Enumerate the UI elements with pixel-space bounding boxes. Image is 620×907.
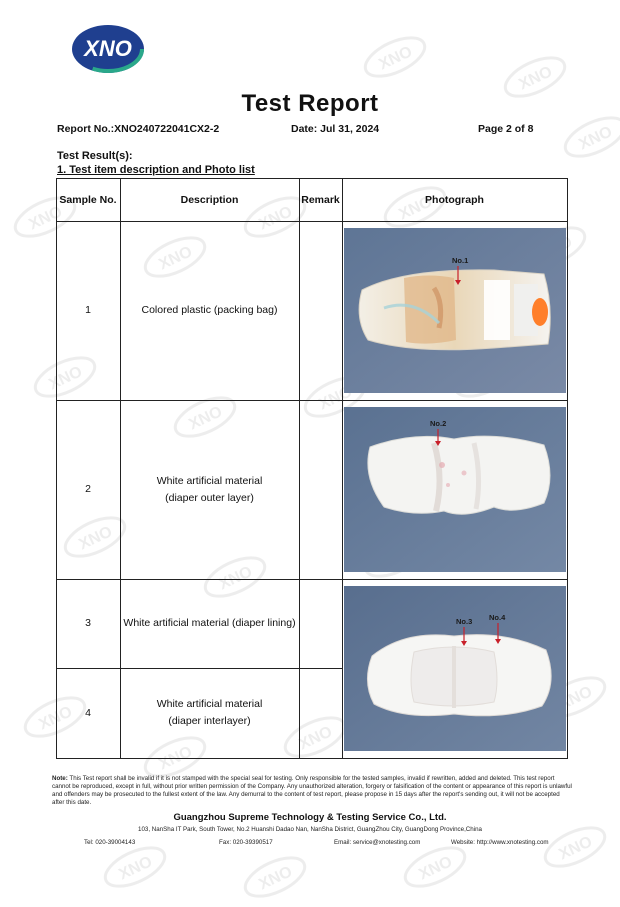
description-2 xyxy=(120,400,299,579)
photo-label-no4: No.4 xyxy=(489,613,506,622)
footer-note xyxy=(52,775,572,807)
sample-no-3: 3 xyxy=(85,617,91,629)
report-number: Report No.:XNO240722041CX2-2 xyxy=(57,123,220,135)
svg-text:XNO: XNO xyxy=(216,563,255,594)
contact-fax: Fax: 020-39390517 xyxy=(219,839,273,846)
svg-text:XNO: XNO xyxy=(256,863,295,894)
company-name: Guangzhou Supreme Technology & Testing Service Co., Ltd. xyxy=(173,812,447,823)
svg-text:XNO: XNO xyxy=(376,43,415,74)
header-remark: Remark xyxy=(301,193,340,206)
results-table xyxy=(56,178,568,759)
page-number: Page 2 of 8 xyxy=(478,123,534,135)
sample-no-2: 2 xyxy=(85,483,91,495)
svg-text:XNO: XNO xyxy=(36,703,75,734)
sample-no-1: 1 xyxy=(85,304,91,316)
svg-text:XNO: XNO xyxy=(156,243,195,274)
description-3 xyxy=(120,579,299,668)
svg-text:XNO: XNO xyxy=(46,363,85,394)
photo-label-no1: No.1 xyxy=(452,256,469,265)
xno-logo xyxy=(68,22,148,76)
photo-label-no3: No.3 xyxy=(456,617,473,626)
company-address: 103, NanSha IT Park, South Tower, No.2 Huanshi Dadao Nan, NanSha District, GuangZhou City, GuangDong Province,China xyxy=(138,826,482,833)
header-photograph: Photograph xyxy=(425,193,484,206)
svg-text:XNO: XNO xyxy=(576,123,615,154)
photo-diaper-outer xyxy=(344,407,566,572)
photo-diaper-lining xyxy=(344,586,566,751)
svg-text:XNO: XNO xyxy=(316,383,355,414)
header-sample-no: Sample No. xyxy=(59,193,117,206)
description-1-text: Colored plastic (packing bag) xyxy=(141,304,278,316)
svg-text:XNO: XNO xyxy=(26,203,65,234)
svg-text:XNO: XNO xyxy=(116,853,155,884)
description-1 xyxy=(120,221,299,400)
sample-no-4: 4 xyxy=(85,706,91,719)
svg-text:XNO: XNO xyxy=(556,833,595,864)
section-heading: 1. Test item description and Photo list xyxy=(57,164,255,176)
section-label: Test Result(s): xyxy=(57,150,133,162)
watermark-logo xyxy=(356,27,434,87)
svg-text:XNO: XNO xyxy=(396,193,435,224)
svg-text:XNO: XNO xyxy=(556,683,595,714)
description-4 xyxy=(120,668,299,758)
svg-text:XNO: XNO xyxy=(416,853,455,884)
description-2-line1: White artificial material xyxy=(156,474,263,487)
svg-text:XNO: XNO xyxy=(156,743,195,774)
description-4-line1: White artificial material xyxy=(156,698,263,710)
contact-website[interactable]: Website: http://www.xnotesting.com xyxy=(451,839,549,846)
description-4-line2: (diaper interlayer) xyxy=(168,715,251,727)
contact-email[interactable]: Email: service@xnotesting.com xyxy=(334,839,421,846)
page-title: Test Report xyxy=(241,90,379,117)
svg-text:XNO: XNO xyxy=(76,523,115,554)
contact-tel: Tel: 020-39004143 xyxy=(84,839,136,846)
svg-text:XNO: XNO xyxy=(516,63,555,94)
logo-text: XNO xyxy=(84,36,132,61)
svg-text:XNO: XNO xyxy=(186,403,225,434)
description-3-text: White artificial material (diaper lining) xyxy=(123,617,296,629)
header-description: Description xyxy=(180,193,239,206)
note-text: This Test report shall be invalid if it is not stamped with the special seal for testing. Only responsible for the tested samples, invalid if rewritten, added and deleted. This test report cannot be reproduced, except in full, without prior written permission of the Company. Any unauthorized alteration, forgery or falsification of the content or appearance of this report is unlawful and offenders may be prosecuted to the fullest extent of the law. Any demurral to the content of test report, please propose in 15 days after the report's sending out, it will not be accepted after this date. xyxy=(52,775,572,806)
photo-packing-bag xyxy=(344,228,566,393)
svg-text:XNO: XNO xyxy=(256,203,295,234)
report-date: Date: Jul 31, 2024 xyxy=(291,123,380,135)
photo-label-no2: No.2 xyxy=(430,419,447,428)
note-label: Note: xyxy=(52,775,68,782)
svg-text:XNO: XNO xyxy=(296,723,335,754)
description-2-line2: (diaper outer layer) xyxy=(165,491,254,504)
